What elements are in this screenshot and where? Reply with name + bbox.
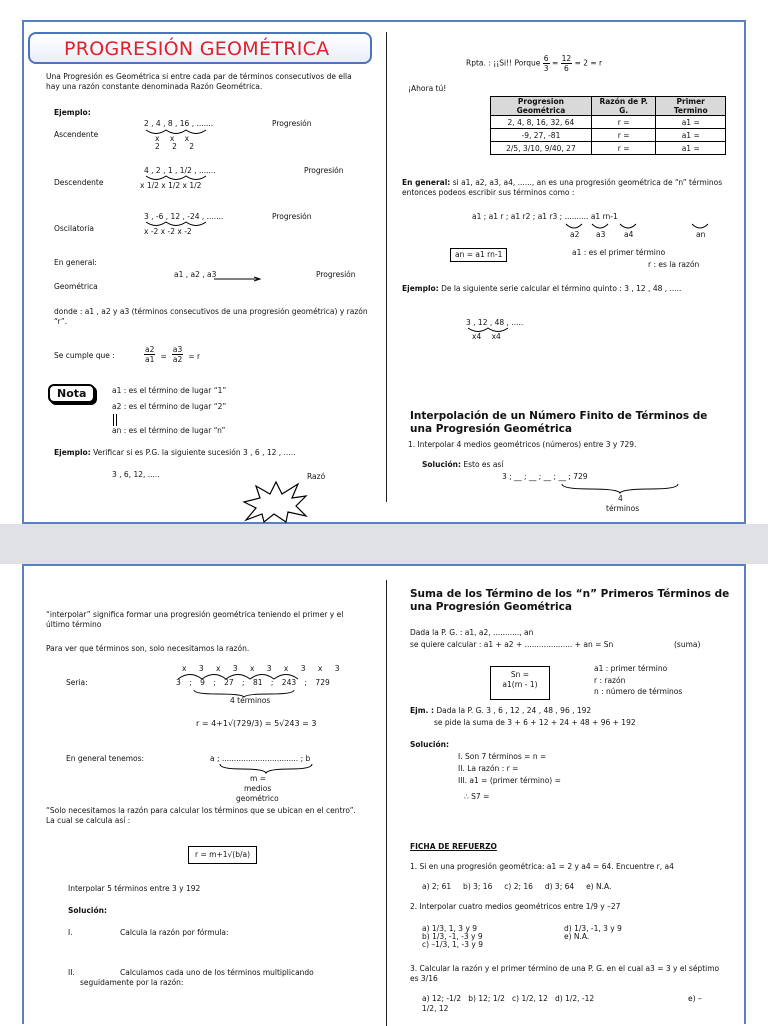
brace-label-a3: a3 (596, 230, 606, 239)
question-3-e: e) – (688, 994, 702, 1003)
ejm-text-2: se pide la suma de 3 + 6 + 12 + 24 + 48 + 96 + 192 (434, 718, 636, 727)
nota-line-3: an : es el término de lugar “n” (112, 426, 226, 435)
terms-line: a1 ; a1 r ; a1 r2 ; a1 r3 ; .......... a1 rn-1 (472, 212, 618, 221)
suma-note: (suma) (674, 640, 701, 649)
solucion-label-p1: Solución: (422, 460, 461, 469)
question-2-d: d) 1/3, -1, 3 y 9 (564, 924, 622, 933)
general-type: Progresión (316, 270, 356, 279)
exercise-table (490, 96, 726, 155)
question-1-options: a) 2; 61 b) 3; 16 c) 2; 16 d) 3; 64 e) N.A. (422, 882, 612, 891)
brace-word: términos (606, 504, 640, 513)
legend-razon: r : razón (594, 676, 626, 685)
frac-num: a2 (145, 345, 155, 354)
nota-badge: Nota (48, 384, 95, 403)
general-label-right: En general: (402, 178, 451, 187)
solucion-label-right: Solución: (410, 740, 449, 749)
table-cell: r = (591, 116, 656, 129)
intro-paragraph: Una Progresión es Geométrica si entre cada par de términos consecutivos de ella hay una razón constante denominada Razón Geométrica. (46, 72, 352, 91)
ascendente-factors: 2 2 2 (155, 142, 195, 151)
seria-brace-label: 4 términos (230, 696, 271, 705)
sol-step-3: III. a1 = (primer término) = (458, 776, 561, 785)
table-cell: a1 = (656, 116, 726, 129)
donde-paragraph: donde : a1 , a2 y a3 (términos consecutivos de una progresión geométrica) y razón “r”. (54, 307, 368, 326)
table-cell: 2, 4, 8, 16, 32, 64 (491, 116, 592, 129)
descendente-label: Descendente (54, 178, 104, 187)
brace-label-a4: a4 (624, 230, 634, 239)
razon-needed: Para ver que términos son, solo necesitamos la razón. (46, 644, 250, 653)
solucion-text-p1: Esto es así (463, 460, 504, 469)
table-header: Primer Termino (656, 97, 726, 116)
sol-step-2: II. La razón : r = (458, 764, 519, 773)
fraction-12-6 (561, 54, 573, 73)
page-title: PROGRESIÓN GEOMÉTRICA (64, 38, 330, 60)
ascendente-mult: x x x (155, 134, 190, 143)
sum-formula-box (490, 666, 550, 700)
step1-num: I. (68, 928, 73, 937)
oscilatoria-sequence: 3 , -6 , 12 , -24 , ....... (144, 212, 224, 221)
question-3-tail: 1/2, 12 (422, 1004, 449, 1013)
frac-num: a3 (172, 345, 183, 354)
ejm-label: Ejm. : (410, 706, 434, 715)
nota-line-2: a2 : es el término de lugar “2” (112, 402, 227, 411)
descendente-factors: x 1/2 x 1/2 x 1/2 (140, 181, 202, 190)
general-seq-p2: a ; ................................ ; b (210, 754, 311, 763)
table-header-row (491, 97, 726, 116)
dada-pg: Dada la P. G. : a1, a2, ..........., an (410, 628, 534, 637)
legend-primer: a1 : primer término (594, 664, 668, 673)
step2-text: Calculamos cada uno de los términos multiplicando seguidamente por la razón: (80, 968, 314, 987)
terms-brace (560, 482, 682, 494)
document-page-1: PROGRESIÓN GEOMÉTRICA Una Progresión es Geométrica si entre cada par de términos consecutivos de ella hay una razón constante denominada Razón Geométrica. Ejemplo: Ascendente 2 , 4 , 8 , 16 , ....... x x x 2 2 2 Progresión Descendente 4 , 2 , 1 , 1/2 , ....... x 1/2 x 1/2 x 1/2 Progresión Oscilatoria 3 , -6 , 12 , -24 , ....... x -2 x -2 x -2 Progresión En general: a1 , a2 , a3 Progresión Geométrica donde : a1 , a2 y a3 (términos consecutivos de una progresión geométrica) y razón “r”. Se cumple que : $\frac{a2}{a1}$ = $\frac{a3}{a2}$ = r Nota a1 : es el término de lugar “1” a2 : es el término de lugar “2” an : es el término de lugar “n” Ejemplo: Verificar si es P.G. la siguiente sucesión 3 , 6 , 12 , ..... 3 , 6, 12, ..... Razó Rpta. : ¡¡Si!! Porque $\frac{6}{3}$ = $\frac{12}{6}$ = 2 = r ¡Ahora tú! Progresion Geométrica Razón de P. G. Primer Termino 2, 4, 8, 16, 32, 64 r = a1 = -9, 27, -81 r = a1 = 2/5, 3/10, 9/40, 27 r = a1 = En general: si a1, a2, a3, a4, ......, an es una progresión geométrica de “n” términos entonces podeos escribir sus términos como : a1 ; a1 r ; a1 r2 ; a1 r3 ; .......... a1 rn-1 a2 a3 a4 an an = a1 rn-1 a1 : es el primer término r : es la razón Ejemplo: De la siguiente serie calcular el término quinto : 3 , 12 , 48 , ..... 3 , 12 , 48 , ..... x4 x4 Interpolación de un Número Finito de Términos de una Progresión Geométrica 1. Interpolar 4 medios geométricos (números) entre 3 y 729. Solución: Esto es así 3 ; __ ; __ ; __ ; __ ; 729 4 términos (22, 20, 746, 524)
table-row (491, 116, 726, 129)
terms-braces (564, 222, 714, 234)
brace-label-a2: a2 (570, 230, 580, 239)
table-cell: a1 = (656, 129, 726, 142)
solucion-label-p2: Solución: (68, 906, 107, 915)
table-cell: r = (591, 129, 656, 142)
medios-word: medios (244, 784, 272, 793)
general-label: En general: (54, 258, 97, 267)
question-1: 1. Si en una progresión geométrica: a1 = 2 y a4 = 64. Encuentre r, a4 (410, 862, 674, 871)
general-sequence: a1 , a2 , a3 (174, 270, 217, 279)
oscilatoria-factors: x -2 x -2 x -2 (144, 227, 192, 236)
question-2-e: e) N.A. (564, 932, 590, 941)
title-banner (28, 32, 372, 64)
table-header: Razón de P. G. (591, 97, 656, 116)
question-2-a: a) 1/3, 1, 3 y 9 (422, 924, 478, 933)
frac-den: 6 (564, 64, 569, 73)
ahora-tu: ¡Ahora tú! (408, 84, 447, 93)
descendente-sequence: 4 , 2 , 1 , 1/2 , ....... (144, 166, 216, 175)
ascendente-label: Ascendente (54, 130, 99, 139)
legend-r: r : es la razón (648, 260, 700, 269)
brace-count: 4 (618, 494, 623, 503)
ejm-text: Dada la P. G. 3 , 6 , 12 , 24 , 48 , 96 , 192 (436, 706, 592, 715)
boxed-ratio-formula: r = m+1√(b/a) (188, 846, 257, 864)
ejemplo-label-right: Ejemplo: (402, 284, 439, 293)
interpolar-5: Interpolar 5 términos entre 3 y 192 (68, 884, 201, 893)
table-cell: r = (591, 142, 656, 155)
cumple-label: Se cumple que : (54, 351, 115, 360)
sum-formula-bottom: a1(rn - 1) (502, 680, 538, 689)
interpolacion-heading: Interpolación de un Número Finito de Términos de una Progresión Geométrica (410, 410, 708, 435)
general-label-p2: En general tenemos: (66, 754, 145, 763)
nota-vertical-dots (113, 414, 117, 426)
seria-label: Seria: (66, 678, 88, 687)
general-term-formula: an = a1 rn-1 (450, 248, 507, 262)
column-divider (386, 32, 387, 502)
table-cell: 2/5, 3/10, 9/40, 27 (491, 142, 592, 155)
frac-num: 6 (543, 54, 549, 63)
frac-den: a1 (145, 355, 155, 364)
ejemplo2-sequence: 3 , 6, 12, ..... (112, 470, 160, 479)
m-label: m = (250, 774, 266, 783)
solucion-sequence-p1: 3 ; __ ; __ ; __ ; __ ; 729 (502, 472, 588, 481)
ejemplo-sequence-right: 3 , 12 , 48 , ..... (466, 318, 524, 327)
step2-num: II. (68, 968, 75, 977)
geometrica-word: Geométrica (54, 282, 98, 291)
cumple-formula: $\frac{a2}{a1}$ = $\frac{a3}{a2}$ = r (145, 345, 201, 364)
ascendente-type: Progresión (272, 119, 312, 128)
table-row (491, 142, 726, 155)
r-formula: r = 4+1√(729/3) = 5√243 = 3 (196, 719, 317, 728)
ejemplo-label: Ejemplo: (54, 108, 91, 117)
starburst-icon (242, 482, 308, 524)
oscilatoria-label: Oscilatoria (54, 224, 94, 233)
interpolacion-item: 1. Interpolar 4 medios geométricos (números) entre 3 y 729. (408, 440, 637, 449)
question-2-c: c) –1/3, 1, -3 y 9 (422, 940, 484, 949)
rpta-tail: = 2 = r (574, 58, 603, 68)
general-arrow (214, 277, 264, 283)
question-2-b: b) 1/3, -1, -3 y 9 (422, 932, 483, 941)
geometrico-word: geométrico (236, 794, 279, 803)
interpolar-definition: “interpolar” significa formar una progresión geométrica teniendo el primer y el último término (46, 610, 344, 629)
table-header: Progresion Geométrica (491, 97, 592, 116)
question-3-options: a) 12; -1/2 b) 12; 1/2 c) 1/2, 12 d) 1/2, -12 (422, 994, 595, 1003)
oscilatoria-type: Progresión (272, 212, 312, 221)
fraction-6-3 (543, 54, 550, 73)
fraction-a2-a1 (144, 345, 155, 364)
ejemplo2-label: Ejemplo: (54, 448, 91, 457)
quiere-calcular: se quiere calcular : a1 + a2 + .................... + an = Sn (410, 640, 614, 649)
equals-r: = r (188, 352, 201, 361)
seria-factors: x 3 x 3 x 3 x 3 x 3 (182, 664, 340, 673)
table-row (491, 129, 726, 142)
question-2: 2. Interpolar cuatro medios geométricos entre 1/9 y –27 (410, 902, 621, 911)
sol-step-4: ∴ S7 = (464, 792, 490, 801)
ficha-heading: FICHA DE REFUERZO (410, 842, 497, 851)
solo-razon-paragraph: “Solo necesitamos la razón para calcular los términos que se ubican en el centro”. La cual se calcula así : (46, 806, 356, 825)
suma-heading: Suma de los Término de los “n” Primeros Términos de una Progresión Geométrica (410, 588, 730, 613)
table-cell: -9, 27, -81 (491, 129, 592, 142)
question-3: 3. Calcular la razón y el primer término de una P. G. en el cual a3 = 3 y el séptimo es 3/16 (410, 964, 720, 983)
ejemplo-text-right: De la siguiente serie calcular el término quinto : 3 , 12 , 48 , ..... (441, 284, 682, 293)
ejemplo-factors-right: x4 x4 (472, 332, 501, 341)
column-divider (386, 580, 387, 1026)
sol-step-1: I. Son 7 términos = n = (458, 752, 547, 761)
nota-line-1: a1 : es el término de lugar “1” (112, 386, 227, 395)
table-cell: a1 = (656, 142, 726, 155)
ejemplo2-text: Verificar si es P.G. la siguiente sucesión 3 , 6 , 12 , ..... (93, 448, 296, 457)
frac-den: 3 (543, 64, 549, 73)
step1-text: Calcula la razón por fórmula: (120, 928, 229, 937)
medios-brace (218, 762, 318, 774)
descendente-type: Progresión (304, 166, 344, 175)
seria-sequence: 3 ; 9 ; 27 ; 81 ; 243 ; 729 (176, 678, 330, 687)
frac-den: a2 (172, 355, 183, 364)
rpta-text: Rpta. : ¡¡Si!! Porque (466, 58, 541, 68)
general-text-right: si a1, a2, a3, a4, ......, an es una progresión geométrica de “n” términos entonces podeos escribir sus términos como : (402, 178, 723, 197)
frac-num: 12 (561, 54, 572, 63)
document-page-2 (22, 564, 746, 1024)
sum-formula-top: Sn = (510, 670, 530, 679)
legend-a1: a1 : es el primer término (572, 248, 666, 257)
legend-numero: n : número de términos (594, 687, 683, 696)
ascendente-sequence: 2 , 4 , 8 , 16 , ....... (144, 119, 214, 128)
fraction-a3-a2 (172, 345, 183, 364)
page-gap (0, 524, 768, 564)
razon-label: Razó (307, 472, 326, 481)
brace-label-an: an (696, 230, 706, 239)
